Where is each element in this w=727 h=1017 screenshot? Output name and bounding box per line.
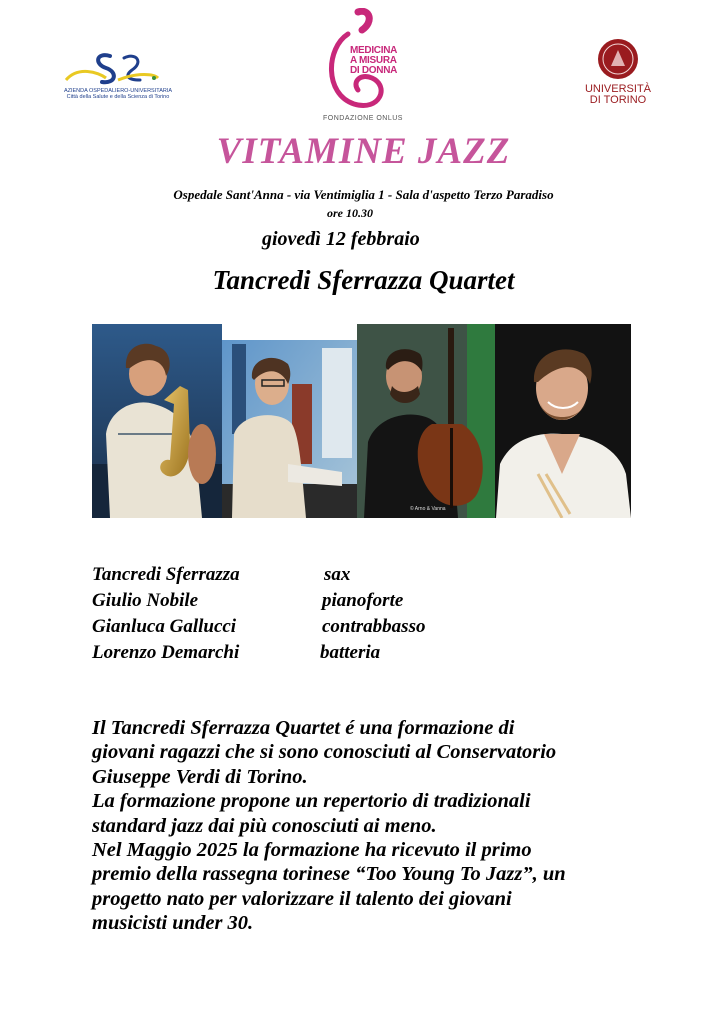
description-line: musicisti under 30. [92,912,254,935]
description-line: giovani ragazzi che si sono conosciuti al Conservatorio [92,741,557,764]
member-name: Giulio Nobile [92,590,199,611]
event-venue: Ospedale Sant'Anna - via Ventimiglia 1 - Sala d'aspetto Terzo Paradiso [173,187,554,202]
description-line: La formazione propone un repertorio di tradizionali [92,790,531,813]
medicina-line3: DI DONNA [350,65,398,76]
medicina-line1: MEDICINA [350,45,398,56]
aou-swirl-icon [58,50,178,90]
photo-credit: © Arno & Vanna [410,506,446,512]
member-name: Tancredi Sferrazza [92,564,240,585]
band-photo-collage [92,324,631,518]
description-line: Giuseppe Verdi di Torino. [92,765,308,788]
description-line: Il Tancredi Sferrazza Quartet é una formazione di [92,717,515,739]
photo-pianist [222,324,357,518]
unito-line1: UNIVERSITÀ [584,83,651,95]
description-line: premio della rassegna torinese “Too Young To Jazz”, un [92,863,566,886]
photo-drummer [495,324,631,518]
unito-line2: DI TORINO [589,94,647,106]
aou-text-line1: AZIENDA OSPEDALIERO-UNIVERSITARIA [63,88,173,94]
photo-saxophonist [92,324,222,518]
description-line: Nel Maggio 2025 la formazione ha ricevuto il primo [92,839,532,862]
event-title: VITAMINE JAZZ [216,131,511,172]
unito-logo [583,38,653,110]
unito-seal-icon [583,38,653,82]
description-line: progetto nato per valorizzare il talento dei giovani [92,887,512,910]
band-description [92,716,652,936]
fondazione-label: FONDAZIONE ONLUS [323,115,403,122]
medicina-line2: A MISURA [350,55,397,66]
member-instrument: pianoforte [322,590,404,611]
member-name: Gianluca Gallucci [92,616,237,637]
description-line: standard jazz dai più conosciuti ai meno. [92,814,437,837]
photo-double-bassist [357,324,495,518]
member-instrument: batteria [320,642,381,663]
member-instrument: contrabbasso [322,616,426,637]
event-time: ore 10.30 [327,206,373,220]
event-date: giovedì 12 febbraio [262,228,420,250]
aou-text-line2: Città della Salute e della Scienza di Torino [66,94,170,100]
band-name: Tancredi Sferrazza Quartet [212,265,515,295]
member-instrument: sax [324,564,351,585]
medicina-a-misura-di-donna-logo [318,8,408,126]
member-name: Lorenzo Demarchi [92,642,240,663]
aou-logo [58,50,178,110]
